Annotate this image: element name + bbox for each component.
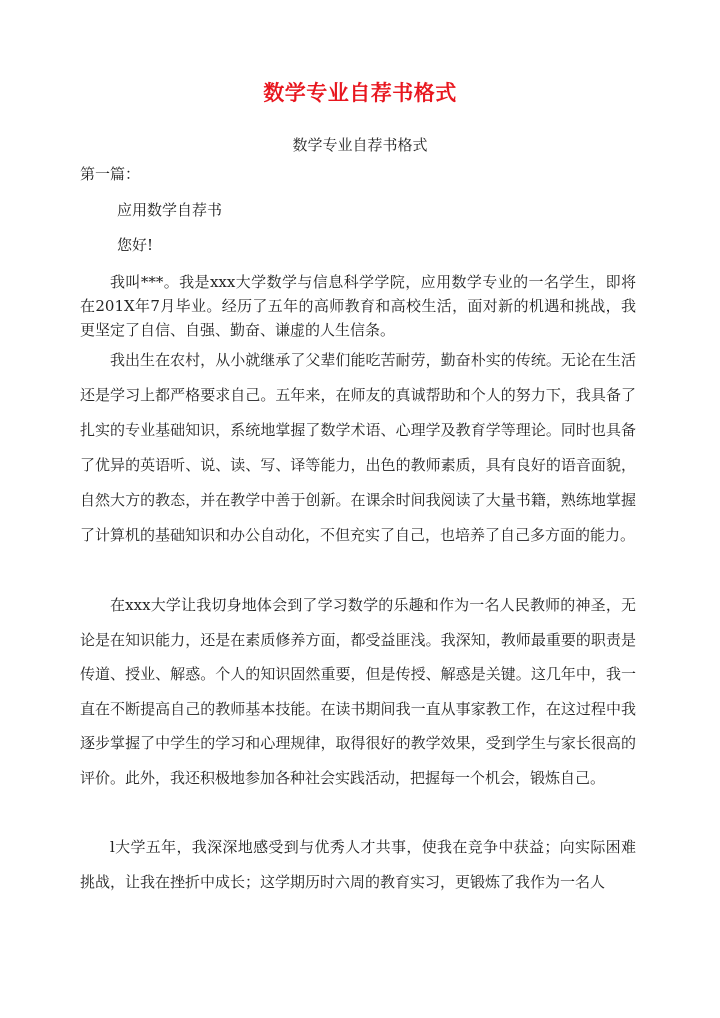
section-label: 第一篇：	[80, 165, 141, 183]
document-subtitle: 数学专业自荐书格式	[292, 136, 428, 154]
paragraph-background: 我出生在农村，从小就继承了父辈们能吃苦耐劳，勤奋朴实的传统。无论在生活还是学习上都严格要求自己。五年来，在师友的真诚帮助和个人的努力下，我具备了扎实的专业基础知识，系统地掌握了数学术语、心理学及教育学等理论。同时也具备了优异的英语听、说、读、写、译等能力，出色的教师素质，具有良好的语音面貌，自然大方的教态，并在教学中善于创新。在课余时间我阅读了大量书籍，熟练地掌握了计算机的基础知识和办公自动化，不但充实了自己，也培养了自己多方面的能力。	[80, 351, 636, 544]
letter-heading: 应用数学自荐书	[117, 201, 223, 219]
letter-greeting: 您好!	[117, 236, 154, 254]
document-title: 数学专业自荐书格式	[263, 80, 457, 105]
paragraph-intro: 我叫***。我是xxx大学数学与信息科学学院，应用数学专业的一名学生，即将在201X年7月毕业。经历了五年的高师教育和高校生活，面对新的机遇和挑战，我更坚定了自信、自强、勤奋、谦虚的人生信条。	[80, 273, 636, 339]
paragraph-five-years: l大学五年，我深深地感受到与优秀人才共事，使我在竞争中获益；向实际困难挑战，让我在挫折中成长；这学期历时六周的教育实习，更锻炼了我作为一名人	[80, 838, 636, 891]
paragraph-university: 在xxx大学让我切身地体会到了学习数学的乐趣和作为一名人民教师的神圣，无论是在知识能力，还是在素质修养方面，都受益匪浅。我深知，教师最重要的职责是传道、授业、解惑。个人的知识固然重要，但是传授、解惑是关键。这几年中，我一直在不断提高自己的教师基本技能。在读书期间我一直从事家教工作，在这过程中我逐步掌握了中学生的学习和心理规律，取得很好的教学效果，受到学生与家长很高的评价。此外，我还积极地参加各种社会实践活动，把握每一个机会，锻炼自己。	[80, 596, 636, 787]
